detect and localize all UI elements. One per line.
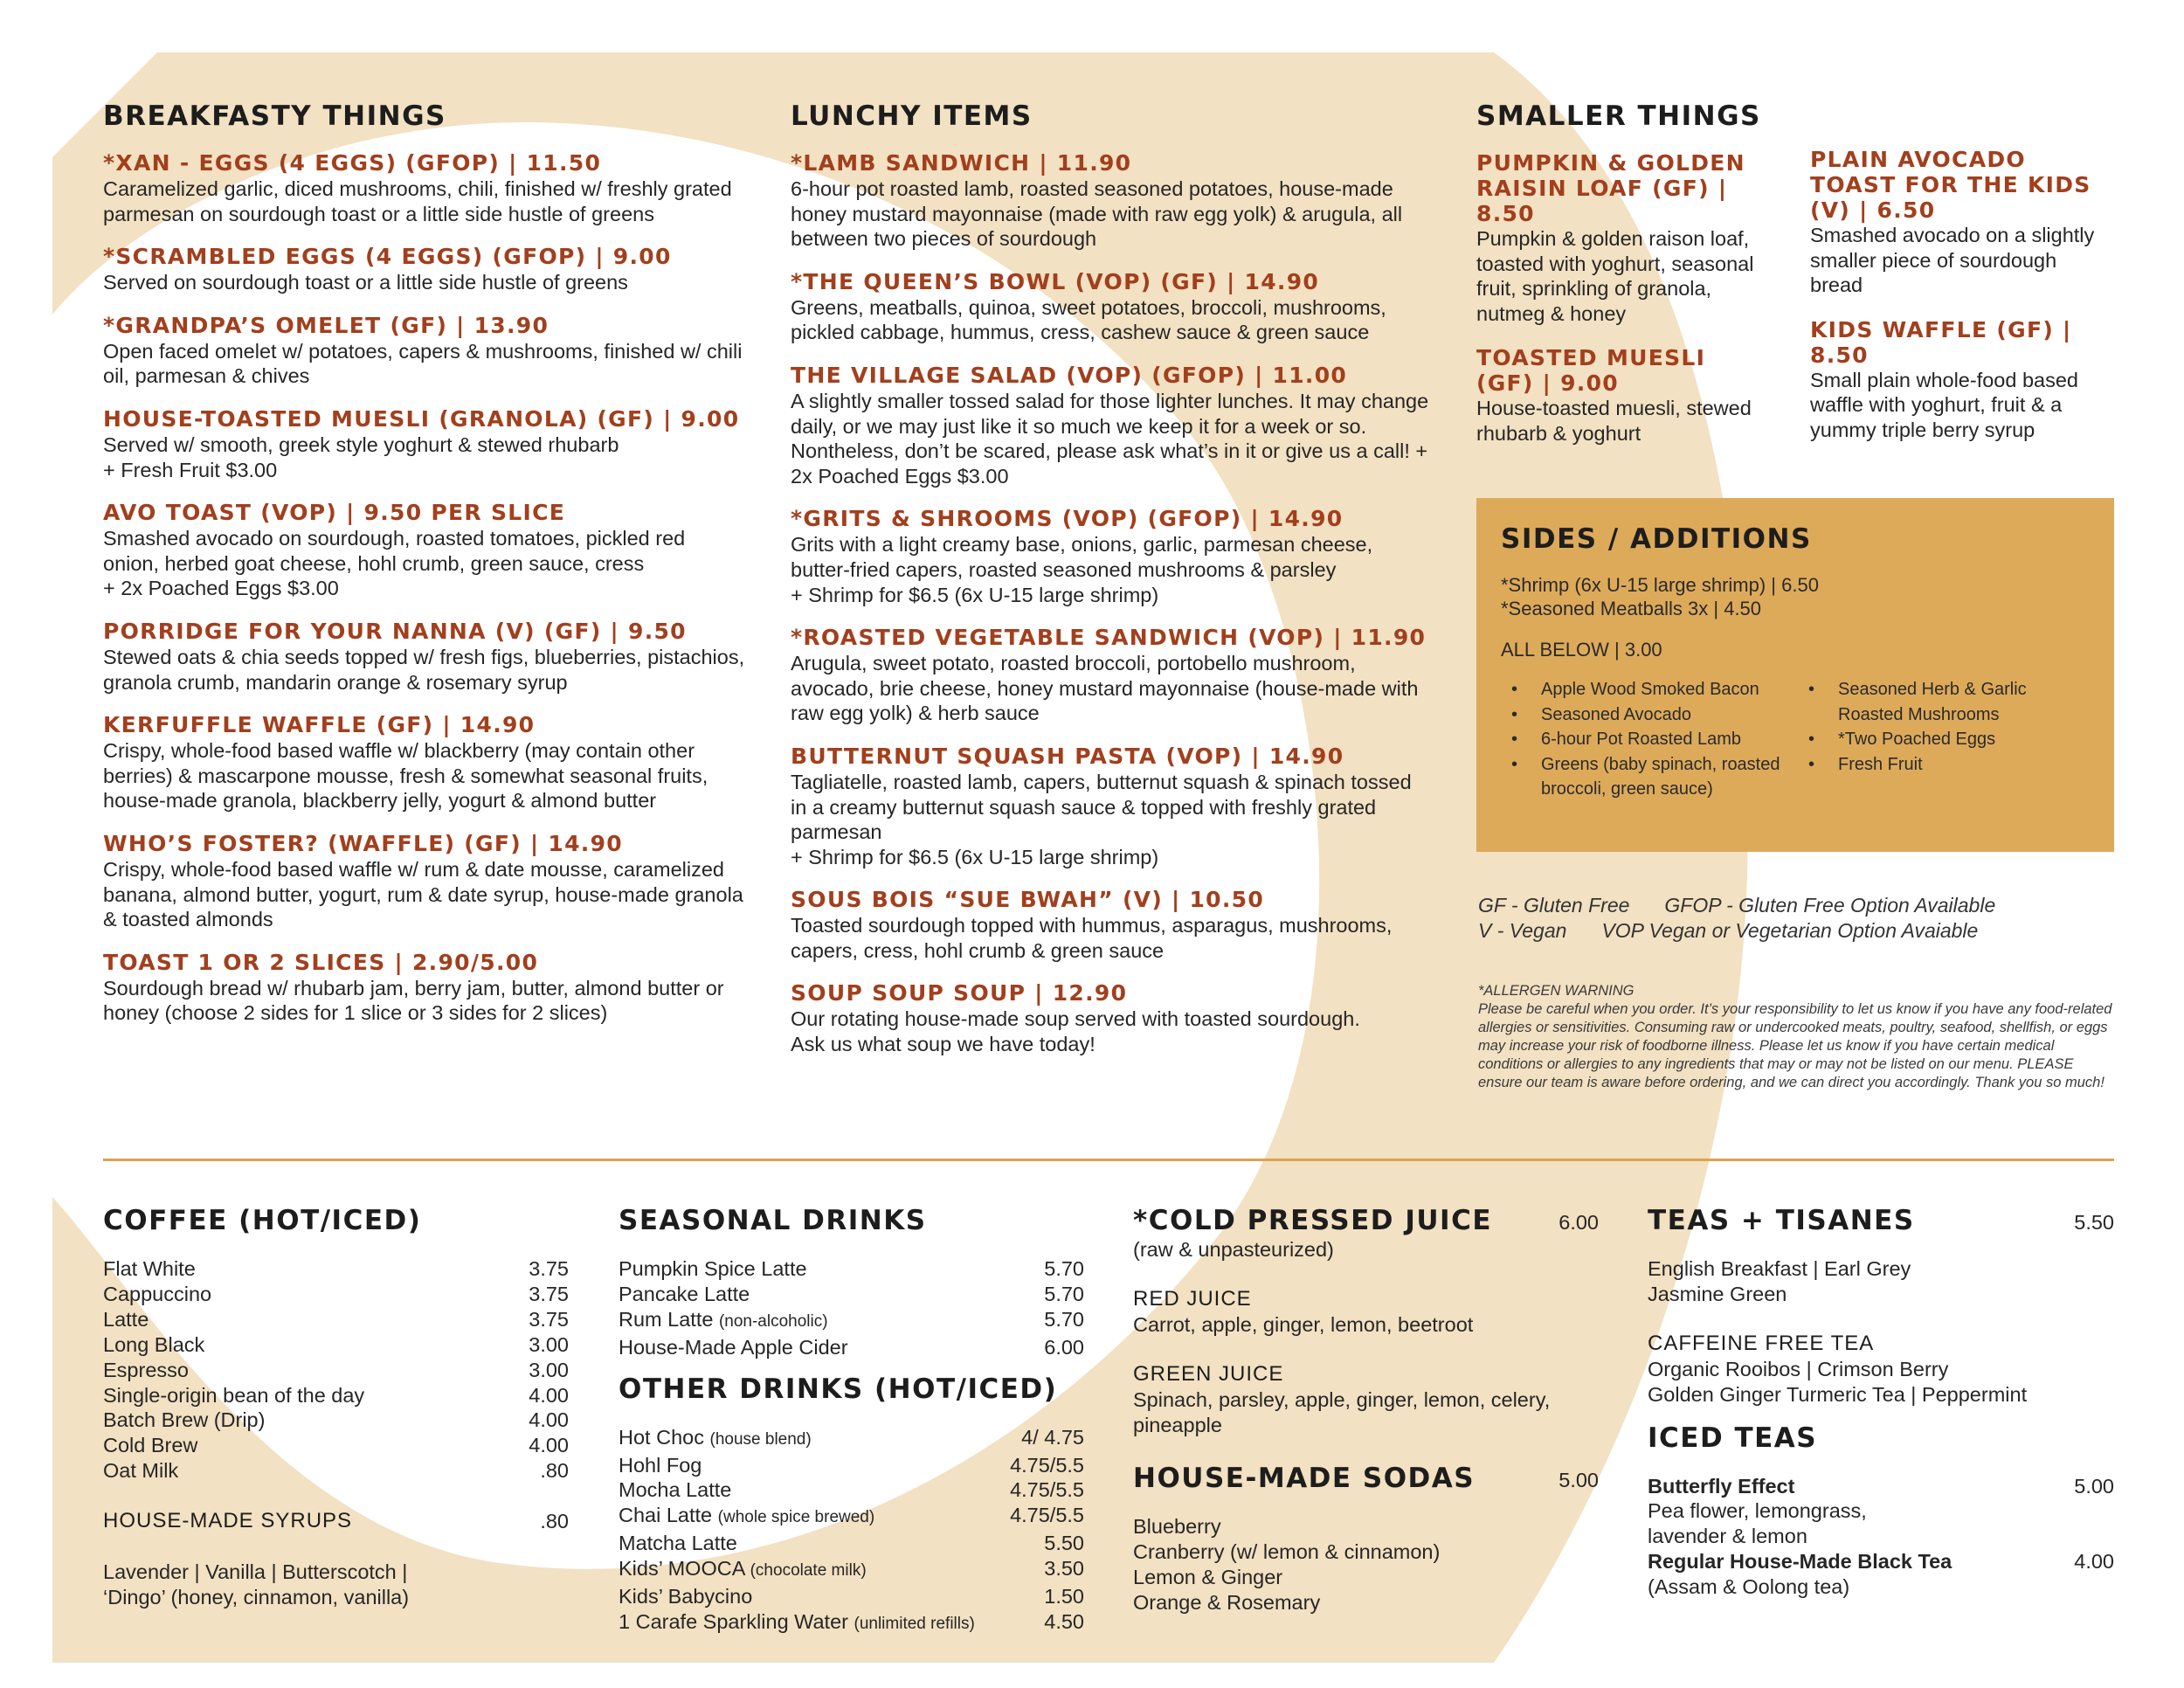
drink-label xyxy=(619,1256,807,1282)
iced-tea-1-name: Butterfly Effect xyxy=(1648,1474,1795,1498)
drink-row xyxy=(103,1383,569,1408)
menu-item-name: *THE QUEEN’S BOWL (VOP) (GF) | 14.90 xyxy=(791,268,1320,294)
menu-item-name: *XAN - EGGS (4 EGGS) (GFOP) | 11.50 xyxy=(103,150,602,176)
juice-item xyxy=(1133,1287,1599,1338)
soda-item: Orange & Rosemary xyxy=(1133,1591,1321,1615)
drink-row xyxy=(103,1433,569,1458)
breakfast-section xyxy=(103,100,745,1043)
sides-list-right xyxy=(1798,677,2060,802)
menu-item-name: *GRANDPA’S OMELET (GF) | 13.90 xyxy=(103,312,549,338)
menu-item-desc: Tagliatelle, roasted lamb, capers, butternut squash & spinach tossed in a creamy butternut squash sauce & topped with freshly grated parmesan + Shrimp for $6.5 (6x U-15 large shrimp) xyxy=(791,770,1412,868)
menu-item-name: AVO TOAST (VOP) | 9.50 PER SLICE xyxy=(103,500,566,526)
drink-label xyxy=(619,1503,874,1531)
menu-item-desc: Smashed avocado on a slightly smaller piece of sourdough bread xyxy=(1810,224,2095,297)
menu-item-desc: Served on sourdough toast or a little side hustle of greens xyxy=(103,271,628,294)
teas-line-2: Jasmine Green xyxy=(1648,1282,1787,1305)
drink-name: Single-origin bean of the day xyxy=(103,1383,365,1407)
drink-price: 4.00 xyxy=(529,1383,569,1407)
drink-name: House-Made Apple Cider xyxy=(619,1335,848,1359)
drink-row xyxy=(619,1307,1084,1335)
drink-row xyxy=(619,1425,1084,1453)
menu-item xyxy=(103,500,745,601)
menu-item-name: *GRITS & SHROOMS (VOP) (GFOP) | 14.90 xyxy=(791,506,1344,532)
drink-row xyxy=(103,1256,569,1282)
menu-item-desc: Sourdough bread w/ rhubarb jam, berry jam, butter, almond butter or honey (choose 2 sides for 1 slice or 3 sides for 2 slices) xyxy=(103,976,724,1025)
menu-item-name: *ROASTED VEGETABLE SANDWICH (VOP) | 11.90 xyxy=(791,625,1427,651)
teas-title: TEAS + TISANES xyxy=(1648,1205,1915,1236)
iced-tea-1-price: 5.00 xyxy=(2074,1474,2114,1498)
allergen-warning xyxy=(1478,982,2120,1092)
drink-name: Mocha Latte xyxy=(619,1478,732,1502)
drink-row xyxy=(619,1477,1084,1503)
juice-subtitle: (raw & unpasteurized) xyxy=(1133,1238,1334,1261)
smaller-left-column xyxy=(1476,150,1766,466)
menu-item-name: SOUP SOUP SOUP | 12.90 xyxy=(791,980,1128,1007)
drink-row xyxy=(103,1358,569,1383)
teas-line-1: English Breakfast | Earl Grey xyxy=(1648,1257,1911,1280)
side-list-item: • Seasoned Avocado xyxy=(1501,702,1798,728)
iced-tea-2-row xyxy=(1648,1549,2114,1574)
drink-price: 6.00 xyxy=(1044,1335,1084,1359)
drink-note: (house blend) xyxy=(709,1429,812,1449)
menu-item-desc: Small plain whole-food based waffle with yoghurt, fruit & a yummy triple berry syrup xyxy=(1810,368,2078,441)
drink-row xyxy=(103,1307,569,1332)
drink-note: (whole spice brewed) xyxy=(717,1508,875,1527)
drink-price: 3.75 xyxy=(529,1307,569,1331)
drink-price: 3.75 xyxy=(529,1282,569,1305)
side-list-item: • 6-hour Pot Roasted Lamb xyxy=(1501,727,1798,752)
drink-label xyxy=(619,1609,975,1637)
menu-item xyxy=(791,269,1433,345)
legend-vop: VOP Vegan or Vegetarian Option Avaiable xyxy=(1601,919,1979,942)
smaller-right-column xyxy=(1810,147,2114,466)
lunch-title: LUNCHY ITEMS xyxy=(791,100,1033,132)
drink-name: Kids’ Babycino xyxy=(619,1585,753,1608)
menu-item-desc: Our rotating house-made soup served with toasted sourdough. Ask us what soup we have today! xyxy=(791,1007,1360,1056)
menu-item xyxy=(1476,345,1766,446)
breakfast-items xyxy=(103,150,745,1026)
menu-item xyxy=(791,150,1433,252)
drink-label xyxy=(619,1425,812,1453)
menu-item xyxy=(103,150,745,226)
drink-name: Matcha Latte xyxy=(619,1532,737,1555)
seasonal-section xyxy=(619,1204,1084,1637)
legend-v: V - Vegan xyxy=(1478,919,1567,942)
drink-row xyxy=(619,1531,1084,1556)
allergen-title: *ALLERGEN WARNING xyxy=(1478,983,1635,999)
menu-item xyxy=(103,313,745,389)
menu-item-desc: Crispy, whole-food based waffle w/ rum & date mousse, caramelized banana, almond butter, yogurt, rum & date syrup, house-made granola & toasted almonds xyxy=(103,857,743,931)
syrups-list: Lavender | Vanilla | Butterscotch | ‘Dingo’ (honey, cinnamon, vanilla) xyxy=(103,1560,410,1608)
menu-item-desc: A slightly smaller tossed salad for those lighter lunches. It may change daily, or we may just like it so much we keep it for a week or so. Nontheless, don’t be scared, please ask what’s in it or give us a call! + 2x Poached Eggs $3.00 xyxy=(791,389,1429,488)
drink-row xyxy=(103,1282,569,1307)
drink-label xyxy=(619,1531,737,1556)
side-list-item: • Apple Wood Smoked Bacon xyxy=(1501,677,1798,702)
drink-name: Batch Brew (Drip) xyxy=(103,1408,266,1432)
menu-item xyxy=(791,744,1433,869)
syrups-price: .80 xyxy=(540,1510,569,1533)
lunch-section xyxy=(791,100,1433,1075)
menu-item-name: KERFUFFLE WAFFLE (GF) | 14.90 xyxy=(103,712,536,738)
caffeine-free-title: CAFFEINE FREE TEA xyxy=(1648,1331,1875,1355)
drink-label xyxy=(619,1335,848,1360)
sides-list-left xyxy=(1501,677,1798,802)
drink-note: (unlimited refills) xyxy=(854,1614,975,1633)
drink-row xyxy=(619,1584,1084,1609)
iced-tea-1-row xyxy=(1648,1474,2114,1499)
drink-note: (chocolate milk) xyxy=(750,1561,867,1581)
diet-legend xyxy=(1478,893,2116,944)
iced-tea-2-name: Regular House-Made Black Tea xyxy=(1648,1550,1952,1574)
drink-label xyxy=(619,1307,828,1335)
drink-price: 4.75/5.5 xyxy=(1010,1504,1084,1527)
menu-item-desc: Smashed avocado on sourdough, roasted tomatoes, pickled red onion, herbed goat cheese, hohl crumb, green sauce, cress + 2x Poached Eggs $3.00 xyxy=(103,527,686,600)
drink-name: Kids’ MOOCA xyxy=(619,1557,745,1581)
lunch-items xyxy=(791,150,1433,1057)
sides-title: SIDES / ADDITIONS xyxy=(1501,523,1812,555)
coffee-items xyxy=(103,1256,569,1484)
juice-name: RED JUICE xyxy=(1133,1286,1252,1311)
other-drinks-title: OTHER DRINKS (HOT/ICED) xyxy=(619,1373,1058,1405)
menu-item-name: PUMPKIN & GOLDEN RAISIN LOAF (GF) | 8.50 xyxy=(1476,150,1745,226)
iced-tea-2-price: 4.00 xyxy=(2074,1550,2114,1574)
menu-item-name: THE VILLAGE SALAD (VOP) (GFOP) | 11.00 xyxy=(791,362,1348,388)
drink-name: Cold Brew xyxy=(103,1434,198,1457)
syrups-row xyxy=(103,1509,569,1534)
menu-item xyxy=(791,887,1433,963)
drink-name: Rum Latte xyxy=(619,1307,714,1331)
menu-item xyxy=(103,950,745,1026)
drink-label xyxy=(619,1477,731,1503)
drink-price: 4.50 xyxy=(1044,1609,1084,1633)
menu-item xyxy=(1476,150,1766,326)
menu-item xyxy=(1810,317,2114,443)
side-list-item: • Seasoned Herb & Garlic Roasted Mushrooms xyxy=(1798,677,2060,727)
legend-gf: GF - Gluten Free xyxy=(1478,894,1630,917)
drink-name: Pancake Latte xyxy=(619,1282,750,1305)
seasonal-title: SEASONAL DRINKS xyxy=(619,1205,927,1236)
sodas-items xyxy=(1133,1514,1599,1615)
teas-section xyxy=(1648,1204,2114,1600)
menu-item xyxy=(791,625,1433,726)
menu-item-desc: Caramelized garlic, diced mushrooms, chili, finished w/ freshly grated parmesan on sourdough toast or a little side hustle of greens xyxy=(103,177,732,225)
breakfast-title: BREAKFASTY THINGS xyxy=(103,100,446,132)
drink-row xyxy=(619,1335,1084,1360)
drink-row xyxy=(103,1332,569,1358)
caffeine-free-line-2: Golden Ginger Turmeric Tea | Peppermint xyxy=(1648,1382,2028,1406)
iced-tea-2-desc: (Assam & Oolong tea) xyxy=(1648,1575,1850,1599)
drink-price: 3.00 xyxy=(529,1358,569,1381)
menu-item-name: *SCRAMBLED EGGS (4 EGGS) (GFOP) | 9.00 xyxy=(103,244,672,270)
syrups-label: HOUSE-MADE SYRUPS xyxy=(103,1509,353,1533)
menu-item-desc: Crispy, whole-food based waffle w/ blackberry (may contain other berries) & mascarpone mousse, fresh & somewhat seasonal fruits, house-made granola, blackberry jelly, yogurt & almond butter xyxy=(103,739,708,813)
menu-item-name: PORRIDGE FOR YOUR NANNA (V) (GF) | 9.50 xyxy=(103,618,687,644)
menu-item xyxy=(103,619,745,695)
juice-desc: Carrot, apple, ginger, lemon, beetroot xyxy=(1133,1312,1474,1336)
menu-item-name: TOASTED MUESLI (GF) | 9.00 xyxy=(1476,345,1706,397)
drink-price: 5.50 xyxy=(1044,1532,1084,1555)
drink-row xyxy=(619,1503,1084,1531)
menu-item-desc: Pumpkin & golden raison loaf, toasted with yoghurt, seasonal fruit, sprinkling of granola, nutmeg & honey xyxy=(1476,227,1754,325)
drink-price: 4.75/5.5 xyxy=(1010,1478,1084,1502)
drink-row xyxy=(619,1256,1084,1282)
drink-row xyxy=(619,1453,1084,1478)
menu-item-desc: Served w/ smooth, greek style yoghurt & stewed rhubarb + Fresh Fruit $3.00 xyxy=(103,432,619,481)
drink-name: Espresso xyxy=(103,1358,189,1381)
drink-row xyxy=(619,1609,1084,1637)
drink-name: Hot Choc xyxy=(619,1425,704,1449)
legend-gfop: GFOP - Gluten Free Option Available xyxy=(1664,894,1996,917)
side-list-item: • Fresh Fruit xyxy=(1798,752,2060,778)
drink-name: Hohl Fog xyxy=(619,1453,702,1477)
drink-label xyxy=(619,1556,867,1584)
menu-item-name: TOAST 1 OR 2 SLICES | 2.90/5.00 xyxy=(103,949,539,975)
menu-item-name: WHO’S FOSTER? (WAFFLE) (GF) | 14.90 xyxy=(103,830,623,856)
sodas-price: 5.00 xyxy=(1559,1469,1599,1492)
iced-teas-title: ICED TEAS xyxy=(1648,1422,1818,1454)
juice-item xyxy=(1133,1362,1599,1438)
drink-price: 4.75/5.5 xyxy=(1010,1453,1084,1477)
menu-item xyxy=(103,406,745,482)
menu-item-name: PLAIN AVOCADO TOAST FOR THE KIDS (V) | 6.50 xyxy=(1810,147,2091,223)
smaller-title: SMALLER THINGS xyxy=(1476,100,1761,132)
drink-name: 1 Carafe Sparkling Water xyxy=(619,1609,848,1633)
menu-item-name: SOUS BOIS “SUE BWAH” (V) | 10.50 xyxy=(791,887,1265,913)
menu-item-name: *LAMB SANDWICH | 11.90 xyxy=(791,150,1132,176)
drink-price: 1.50 xyxy=(1044,1585,1084,1608)
drink-price: 5.70 xyxy=(1044,1282,1084,1305)
menu-item-name: HOUSE-TOASTED MUESLI (GRANOLA) (GF) | 9.00 xyxy=(103,405,740,432)
drink-name: Long Black xyxy=(103,1332,205,1356)
drink-label xyxy=(619,1453,702,1478)
sides-box xyxy=(1476,498,2114,852)
juice-name: GREEN JUICE xyxy=(1133,1361,1284,1386)
menu-item-desc: Greens, meatballs, quinoa, sweet potatoes, broccoli, mushrooms, pickled cabbage, hummus, cress, cashew sauce & green sauce xyxy=(791,295,1386,344)
drink-name: Latte xyxy=(103,1307,149,1331)
drink-row xyxy=(103,1408,569,1433)
menu-item xyxy=(791,980,1433,1056)
sodas-title: HOUSE-MADE SODAS xyxy=(1133,1463,1476,1495)
menu-item-desc: Arugula, sweet potato, roasted broccoli, portobello mushroom, avocado, brie cheese, honey mustard mayonnaise (house-made with raw egg yolk) & herb sauce xyxy=(791,652,1419,725)
soda-item: Cranberry (w/ lemon & cinnamon) xyxy=(1133,1540,1441,1564)
drink-row xyxy=(103,1458,569,1484)
sides-all-below: ALL BELOW | 3.00 xyxy=(1501,639,1662,661)
juice-desc: Spinach, parsley, apple, ginger, lemon, celery, pineapple xyxy=(1133,1387,1551,1436)
menu-item-desc: House-toasted muesli, stewed rhubarb & yoghurt xyxy=(1476,397,1752,445)
drink-name: Pumpkin Spice Latte xyxy=(619,1257,807,1280)
juice-section xyxy=(1133,1204,1599,1615)
menu-item xyxy=(103,712,745,813)
allergen-text: Please be careful when you order. It’s your responsibility to let us know if you have any food-related allergies or sensitivities. Consuming raw or undercooked meats, poultry, seafood, shellfish, or eggs may increase your risk of foodborne illness. Please let us know if you have certain medical conditions or allergies to any ingredients that may or may not be listed on our menu. PLEASE ensure our team is aware before ordering, and we can direct you accordingly. Thank you so much! xyxy=(1478,1001,2112,1090)
drink-price: 4/ 4.75 xyxy=(1021,1425,1084,1449)
menu-item-name: BUTTERNUT SQUASH PASTA (VOP) | 14.90 xyxy=(791,743,1344,769)
drink-price: 5.70 xyxy=(1044,1307,1084,1331)
caffeine-free-line-1: Organic Rooibos | Crimson Berry xyxy=(1648,1357,1949,1380)
drink-price: 5.70 xyxy=(1044,1257,1084,1280)
drink-price: 4.00 xyxy=(529,1434,569,1457)
menu-item xyxy=(791,363,1433,488)
drink-label xyxy=(619,1282,750,1307)
soda-item: Lemon & Ginger xyxy=(1133,1566,1283,1589)
sides-shrimp: *Shrimp (6x U-15 large shrimp) | 6.50 xyxy=(1501,574,1819,596)
smaller-section xyxy=(1476,100,2114,466)
drink-note: (non-alcoholic) xyxy=(718,1311,828,1331)
drink-name: Chai Latte xyxy=(619,1504,713,1527)
seasonal-items xyxy=(619,1256,1084,1360)
menu-item xyxy=(791,506,1433,607)
menu-item-name: KIDS WAFFLE (GF) | 8.50 xyxy=(1810,316,2072,368)
drink-name: Cappuccino xyxy=(103,1282,212,1305)
menu-item xyxy=(103,831,745,932)
juice-title: *COLD PRESSED JUICE xyxy=(1133,1205,1492,1236)
iced-tea-1-desc: Pea flower, lemongrass, lavender & lemon xyxy=(1648,1499,1867,1548)
drink-price: 3.00 xyxy=(529,1332,569,1356)
drink-name: Oat Milk xyxy=(103,1459,179,1483)
sides-meatballs: *Seasoned Meatballs 3x | 4.50 xyxy=(1501,598,1762,619)
menu-item-desc: Stewed oats & chia seeds topped w/ fresh figs, blueberries, pistachios, granola crumb, mandarin orange & rosemary syrup xyxy=(103,645,745,694)
juice-price: 6.00 xyxy=(1559,1211,1599,1234)
coffee-section xyxy=(103,1204,569,1610)
drink-price: 4.00 xyxy=(529,1408,569,1432)
menu-item xyxy=(1810,147,2114,298)
juice-items xyxy=(1133,1287,1599,1438)
other-drinks-items xyxy=(619,1425,1084,1637)
drink-row xyxy=(619,1556,1084,1584)
menu-item-desc: Toasted sourdough topped with hummus, asparagus, mushrooms, capers, cress, hohl crumb & green sauce xyxy=(791,914,1393,962)
drink-price: 3.50 xyxy=(1044,1557,1084,1581)
menu-item-desc: 6-hour pot roasted lamb, roasted seasoned potatoes, house-made honey mustard mayonnaise (made with raw egg yolk) & arugula, all between two pieces of sourdough xyxy=(791,177,1403,251)
section-divider xyxy=(103,1159,2114,1161)
menu-item-desc: Grits with a light creamy base, onions, garlic, parmesan cheese, butter-fried capers, roasted seasoned mushrooms & parsley + Shrimp for $6.5 (6x U-15 large shrimp) xyxy=(791,533,1373,606)
menu-item xyxy=(103,244,745,295)
drink-price: .80 xyxy=(540,1459,569,1483)
side-list-item: • *Two Poached Eggs xyxy=(1798,727,2060,752)
soda-item: Blueberry xyxy=(1133,1515,1221,1539)
coffee-title: COFFEE (HOT/ICED) xyxy=(103,1205,422,1236)
side-list-item: • Greens (baby spinach, roasted broccoli, green sauce) xyxy=(1501,752,1798,802)
menu-item-desc: Open faced omelet w/ potatoes, capers & mushrooms, finished w/ chili oil, parmesan & chives xyxy=(103,339,743,388)
drink-price: 3.75 xyxy=(529,1257,569,1280)
teas-price: 5.50 xyxy=(2074,1211,2114,1234)
drink-label xyxy=(619,1584,752,1609)
drink-row xyxy=(619,1282,1084,1307)
drink-name: Flat White xyxy=(103,1257,196,1280)
